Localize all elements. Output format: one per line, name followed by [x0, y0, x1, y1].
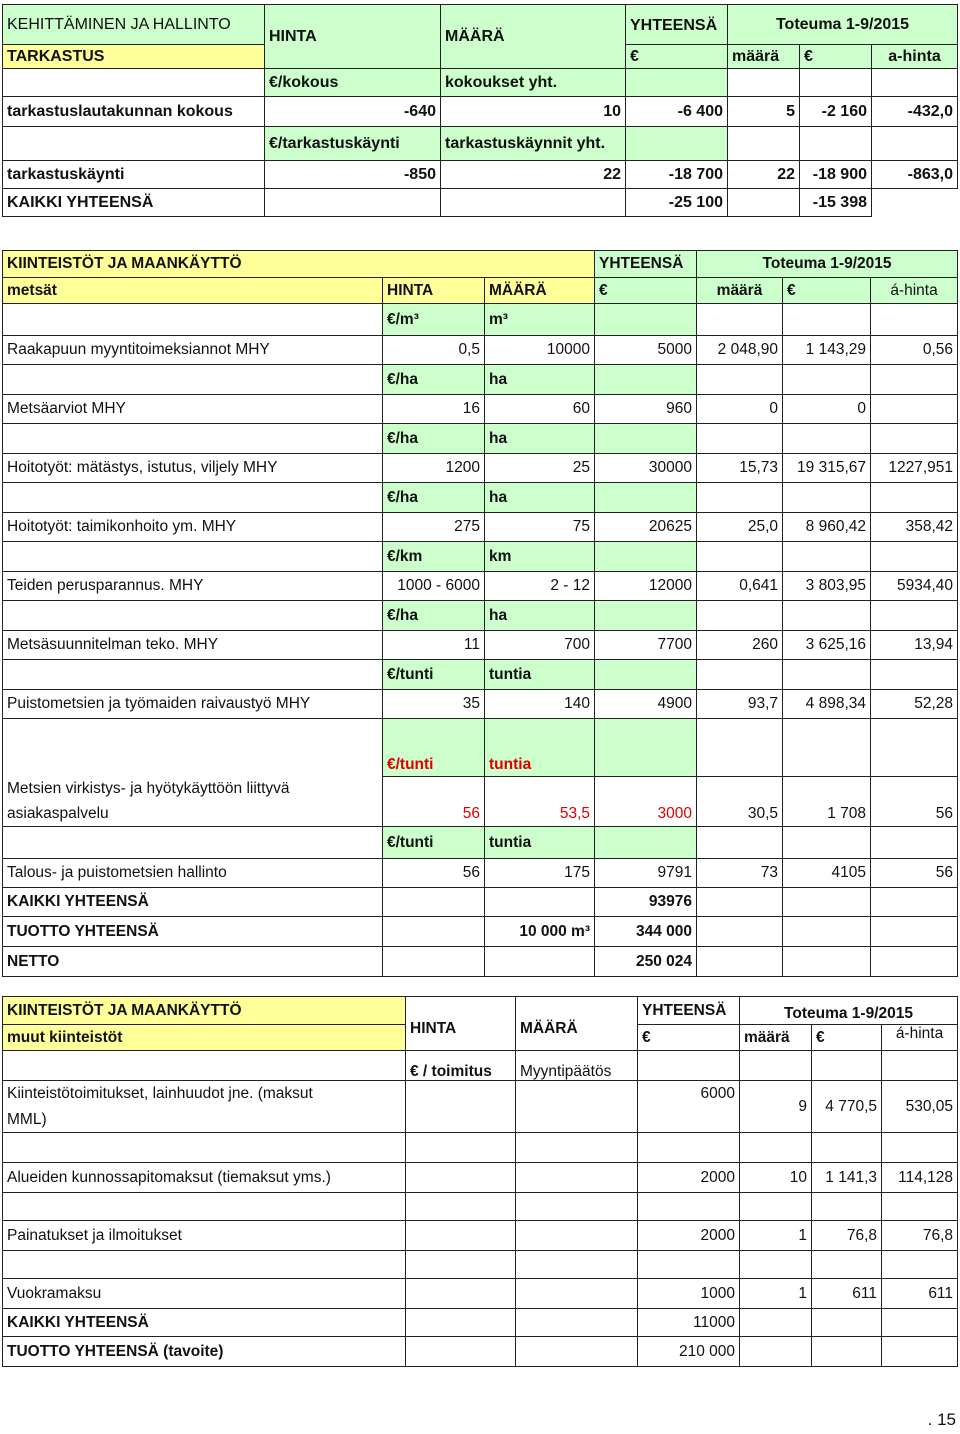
cell-yhteensa: 4900: [595, 690, 697, 719]
cell-toteuma-euro: 76,8: [812, 1221, 882, 1251]
row-label-line1: Kiinteistötoimitukset, lainhuudot jne. (maksut: [3, 1081, 406, 1107]
cell-toteuma-maara: 25,0: [697, 513, 783, 542]
total-label: KAIKKI YHTEENSÄ: [3, 888, 383, 917]
total-label: KAIKKI YHTEENSÄ: [3, 1309, 406, 1337]
row-label: Hoitotyöt: taimikonhoito ym. MHY: [3, 513, 383, 542]
table-row: [3, 631, 958, 660]
unit-1: €/km: [383, 542, 485, 572]
cell-yhteensa: -18 700: [626, 161, 728, 189]
unit-2: km: [485, 542, 595, 572]
cell-ahinta: 530,05: [882, 1081, 958, 1133]
cell-yhteensa: 9791: [595, 859, 697, 888]
row-label: Puistometsien ja työmaiden raivaustyö MHY: [3, 690, 383, 719]
cell-ahinta: 52,28: [871, 690, 958, 719]
netto-label: NETTO: [3, 947, 383, 977]
t2-col-hinta: HINTA: [383, 278, 485, 304]
cell-ahinta: 1227,951: [871, 454, 958, 483]
cell-toteuma-euro: -2 160: [800, 97, 872, 127]
t1-col-hinta: HINTA: [265, 5, 441, 69]
row-label-line2: asiakaspalvelu: [3, 802, 383, 827]
cell-toteuma-euro: 8 960,42: [783, 513, 871, 542]
table-row: [3, 161, 958, 189]
cell-hinta: 56: [383, 777, 485, 827]
cell-ahinta: 5934,40: [871, 572, 958, 601]
unit-2: ha: [485, 483, 595, 513]
table-kehittaminen-hallinto: [2, 4, 958, 217]
t2-col-toteuma: Toteuma 1-9/2015: [697, 251, 958, 278]
cell-toteuma-euro: 1 708: [783, 777, 871, 827]
table-row: [3, 1163, 958, 1193]
cell-maara: 2 - 12: [485, 572, 595, 601]
table-row: [3, 690, 958, 719]
cell-yhteensa: 2000: [638, 1163, 740, 1193]
cell-maara: 10: [441, 97, 626, 127]
cell-hinta: -640: [265, 97, 441, 127]
row-label: Teiden perusparannus. MHY: [3, 572, 383, 601]
total-yhteensa: 11000: [638, 1309, 740, 1337]
unit-1: €/m³: [383, 304, 485, 336]
unit-2: tuntia: [485, 827, 595, 859]
cell-toteuma-maara: 1: [740, 1221, 812, 1251]
t3-col-hinta: HINTA: [406, 997, 516, 1051]
cell-yhteensa: -6 400: [626, 97, 728, 127]
cell-toteuma-euro: 3 625,16: [783, 631, 871, 660]
table-row: [3, 1221, 958, 1251]
total-yhteensa: -25 100: [626, 189, 728, 217]
cell-ahinta: 56: [871, 777, 958, 827]
cell-toteuma-maara: 260: [697, 631, 783, 660]
table-row-netto: [3, 947, 958, 977]
cell-toteuma-euro: 611: [812, 1279, 882, 1309]
cell-hinta: 16: [383, 395, 485, 424]
cell-yhteensa: 30000: [595, 454, 697, 483]
cell-ahinta: 611: [882, 1279, 958, 1309]
cell-toteuma-euro: 1 143,29: [783, 336, 871, 365]
page-number: . 15: [927, 1410, 956, 1429]
total-toteuma-euro: -15 398: [800, 189, 872, 217]
cell-toteuma-maara: 15,73: [697, 454, 783, 483]
table-row: [3, 572, 958, 601]
cell-maara: 175: [485, 859, 595, 888]
row-label: Raakapuun myyntitoimeksiannot MHY: [3, 336, 383, 365]
t1-unit-kaynnit: tarkastuskäynnit yht.: [441, 127, 626, 161]
cell-hinta: 56: [383, 859, 485, 888]
unit-1: €/tunti: [383, 827, 485, 859]
cell-hinta: 35: [383, 690, 485, 719]
cell-toteuma-maara: 1: [740, 1279, 812, 1309]
unit-2: m³: [485, 304, 595, 336]
t2-sub-maara: määrä: [697, 278, 783, 304]
cell-yhteensa: 1000: [638, 1279, 740, 1309]
row-label: tarkastuskäynti: [3, 161, 265, 189]
row-label: tarkastuslautakunnan kokous: [3, 97, 265, 127]
cell-yhteensa: 20625: [595, 513, 697, 542]
cell-toteuma-maara: 73: [697, 859, 783, 888]
total-yhteensa: 93976: [595, 888, 697, 917]
cell-toteuma-maara: 9: [740, 1081, 812, 1133]
t2-col-yhteensa: YHTEENSÄ: [595, 251, 697, 278]
t1-title1: KEHITTÄMINEN JA HALLINTO: [3, 5, 265, 45]
table-row: [3, 1279, 958, 1309]
t1-euro-2: €: [800, 45, 872, 69]
cell-toteuma-euro: 4105: [783, 859, 871, 888]
t3-col-maara: MÄÄRÄ: [516, 997, 638, 1051]
cell-yhteensa: 2000: [638, 1221, 740, 1251]
cell-yhteensa: 12000: [595, 572, 697, 601]
unit-2: ha: [485, 424, 595, 454]
unit-1: €/ha: [383, 365, 485, 395]
cell-ahinta: 13,94: [871, 631, 958, 660]
row-label-line2: MML): [3, 1107, 406, 1133]
cell-toteuma-euro: 1 141,3: [812, 1163, 882, 1193]
cell-ahinta: -432,0: [872, 97, 958, 127]
cell-toteuma-maara: 93,7: [697, 690, 783, 719]
table-row-total: [3, 888, 958, 917]
t2-euro: €: [595, 278, 697, 304]
table-row: [3, 859, 958, 888]
cell-yhteensa: 960: [595, 395, 697, 424]
table-row-total: [3, 1309, 958, 1337]
cell-toteuma-maara: 5: [728, 97, 800, 127]
unit-1: €/tunti: [383, 660, 485, 690]
t1-unit-kokous: €/kokous: [265, 69, 441, 97]
row-label: Metsäsuunnitelman teko. MHY: [3, 631, 383, 660]
tuotto-label: TUOTTO YHTEENSÄ (tavoite): [3, 1337, 406, 1367]
cell-toteuma-euro: -18 900: [800, 161, 872, 189]
t2-sub-ahinta: á-hinta: [871, 278, 958, 304]
t3-euro-2: €: [812, 1025, 882, 1051]
t3-sub-ahinta: á-hinta: [882, 1025, 958, 1051]
t1-euro: €: [626, 45, 728, 69]
t2-title1: KIINTEISTÖT JA MAANKÄYTTÖ: [3, 251, 595, 278]
cell-toteuma-maara: 30,5: [697, 777, 783, 827]
t3-unit-myynti: Myyntipäätös: [516, 1051, 638, 1081]
cell-toteuma-euro: 3 803,95: [783, 572, 871, 601]
tuotto-yhteensa: 344 000: [595, 917, 697, 947]
row-label: Hoitotyöt: mätästys, istutus, viljely MHY: [3, 454, 383, 483]
cell-yhteensa: 3000: [595, 777, 697, 827]
t1-unit-kaynti: €/tarkastuskäynti: [265, 127, 441, 161]
total-label: KAIKKI YHTEENSÄ: [3, 189, 265, 217]
t3-sub-maara: määrä: [740, 1025, 812, 1051]
cell-ahinta: 56: [871, 859, 958, 888]
table-row: [3, 454, 958, 483]
cell-toteuma-maara: 0: [697, 395, 783, 424]
tuotto-yhteensa: 210 000: [638, 1337, 740, 1367]
cell-maara: 53,5: [485, 777, 595, 827]
cell-yhteensa: 5000: [595, 336, 697, 365]
row-label: Metsäarviot MHY: [3, 395, 383, 424]
cell-toteuma-euro: 19 315,67: [783, 454, 871, 483]
tuotto-label: TUOTTO YHTEENSÄ: [3, 917, 383, 947]
cell-toteuma-maara: 0,641: [697, 572, 783, 601]
t1-sub-maara: määrä: [728, 45, 800, 69]
unit-1: €/ha: [383, 601, 485, 631]
cell-toteuma-euro: 4 898,34: [783, 690, 871, 719]
cell-toteuma-euro: 0: [783, 395, 871, 424]
cell-maara: 22: [441, 161, 626, 189]
cell-maara: 140: [485, 690, 595, 719]
table-muut-kiinteistot: [2, 996, 958, 1367]
cell-ahinta: 76,8: [882, 1221, 958, 1251]
t3-unit-toimitus: € / toimitus: [406, 1051, 516, 1081]
row-label: Alueiden kunnossapitomaksut (tiemaksut yms.): [3, 1163, 406, 1193]
table-row: [3, 395, 958, 424]
t3-title2: muut kiinteistöt: [3, 1025, 406, 1051]
t3-col-yhteensa: YHTEENSÄ: [638, 997, 740, 1025]
unit-1: €/ha: [383, 483, 485, 513]
cell-hinta: 1000 - 6000: [383, 572, 485, 601]
row-label: Vuokramaksu: [3, 1279, 406, 1309]
netto-yhteensa: 250 024: [595, 947, 697, 977]
tuotto-maara: 10 000 m³: [485, 917, 595, 947]
t1-sub-ahinta: a-hinta: [872, 45, 958, 69]
table-row: [3, 513, 958, 542]
cell-maara: 10000: [485, 336, 595, 365]
table-row-tuotto: [3, 917, 958, 947]
cell-yhteensa: 7700: [595, 631, 697, 660]
row-label: Painatukset ja ilmoitukset: [3, 1221, 406, 1251]
table-row: [3, 336, 958, 365]
t2-euro-2: €: [783, 278, 871, 304]
row-label: Talous- ja puistometsien hallinto: [3, 859, 383, 888]
t3-title1: KIINTEISTÖT JA MAANKÄYTTÖ: [3, 997, 406, 1025]
cell-hinta: -850: [265, 161, 441, 189]
cell-toteuma-maara: 10: [740, 1163, 812, 1193]
table-row: [3, 97, 958, 127]
t1-unit-kokoukset: kokoukset yht.: [441, 69, 626, 97]
unit-1: €/ha: [383, 424, 485, 454]
t1-col-maara: MÄÄRÄ: [441, 5, 626, 69]
unit-2: tuntia: [485, 719, 595, 777]
cell-toteuma-maara: 22: [728, 161, 800, 189]
cell-hinta: 0,5: [383, 336, 485, 365]
t1-col-toteuma: Toteuma 1-9/2015: [728, 5, 958, 45]
table-row-tuotto: [3, 1337, 958, 1367]
unit-2: tuntia: [485, 660, 595, 690]
t2-col-maara: MÄÄRÄ: [485, 278, 595, 304]
cell-yhteensa: 6000: [638, 1081, 740, 1107]
cell-maara: 700: [485, 631, 595, 660]
cell-maara: 60: [485, 395, 595, 424]
cell-hinta: 11: [383, 631, 485, 660]
cell-toteuma-maara: 2 048,90: [697, 336, 783, 365]
unit-2: ha: [485, 601, 595, 631]
cell-maara: 75: [485, 513, 595, 542]
cell-ahinta: [871, 395, 958, 424]
cell-hinta: 1200: [383, 454, 485, 483]
t2-title2: metsät: [3, 278, 383, 304]
t3-col-toteuma: Toteuma 1-9/2015: [740, 997, 958, 1025]
cell-hinta: 275: [383, 513, 485, 542]
cell-ahinta: -863,0: [872, 161, 958, 189]
row-label-line1: Metsien virkistys- ja hyötykäyttöön liittyvä: [3, 777, 383, 802]
table-row-total: [3, 189, 958, 217]
cell-ahinta: 358,42: [871, 513, 958, 542]
cell-ahinta: 114,128: [882, 1163, 958, 1193]
cell-ahinta: 0,56: [871, 336, 958, 365]
t1-title2: TARKASTUS: [3, 45, 265, 69]
t3-euro: €: [638, 1025, 740, 1051]
unit-1: €/tunti: [383, 719, 485, 777]
cell-maara: 25: [485, 454, 595, 483]
t1-col-yhteensa: YHTEENSÄ: [626, 5, 728, 45]
cell-toteuma-euro: 4 770,5: [812, 1081, 882, 1133]
table-metsat: [2, 250, 958, 977]
unit-2: ha: [485, 365, 595, 395]
